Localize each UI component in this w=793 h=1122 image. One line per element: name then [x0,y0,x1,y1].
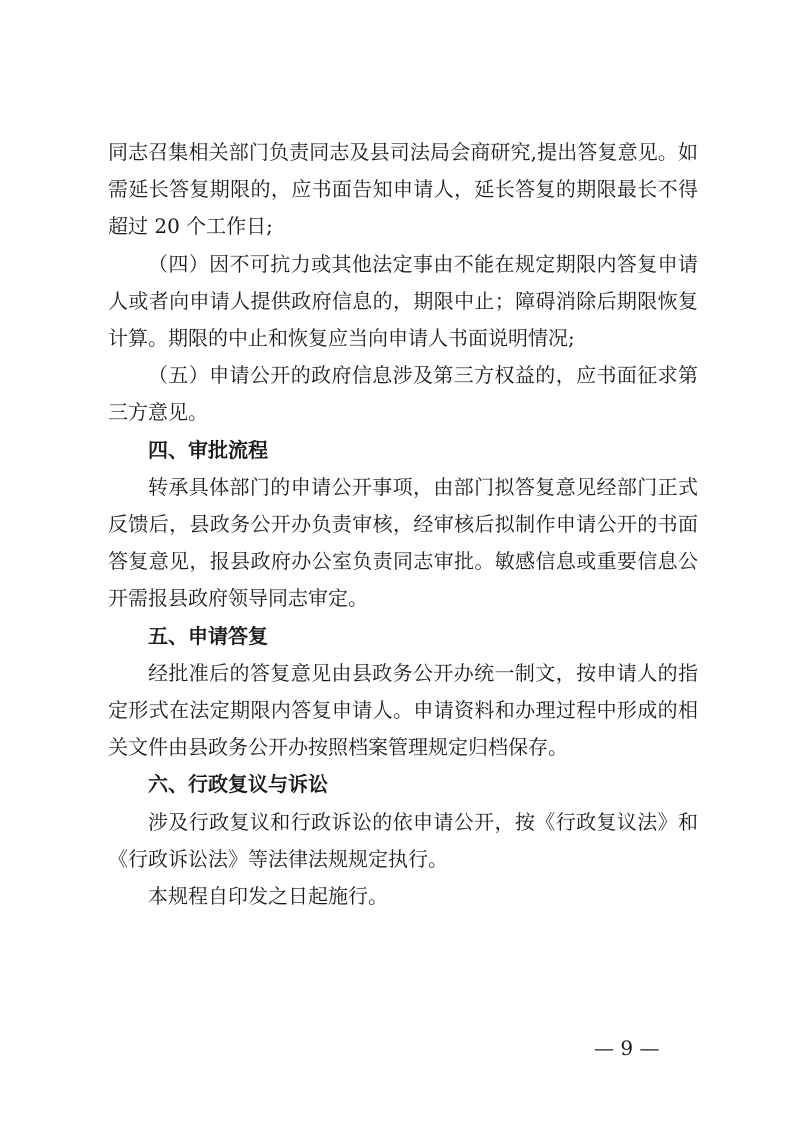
paragraph-extension-notice: 同志召集相关部门负责同志及县司法局会商研究,提出答复意见。如需延长答复期限的，应书面告知申请人，延长答复的期限最长不得超过 20 个工作日; [108,140,698,239]
section-heading-approval-process: 四、审批流程 [148,437,268,462]
paragraph-reconsideration-litigation: 涉及行政复议和行政诉讼的依申请公开，按《行政复议法》和《行政诉讼法》等法律法规规定执行。 [108,809,698,871]
paragraph-item-five: （五）申请公开的政府信息涉及第三方权益的，应书面征求第三方意见。 [108,363,698,425]
section-heading-application-reply: 五、申请答复 [148,623,268,648]
paragraph-effective-date: 本规程自印发之日起施行。 [148,884,388,909]
document-body [108,134,698,915]
paragraph-approval-process: 转承具体部门的申请公开事项，由部门拟答复意见经部门正式反馈后，县政务公开办负责审核，经审核后拟制作申请公开的书面答复意见，报县政府办公室负责同志审批。敏感信息或重要信息公开需报县政府领导同志审定。 [108,474,698,611]
section-heading-reconsideration-litigation: 六、行政复议与诉讼 [148,772,328,797]
paragraph-application-reply: 经批准后的答复意见由县政务公开办统一制文，按申请人的指定形式在法定期限内答复申请人。申请资料和办理过程中形成的相关文件由县政务公开办按照档案管理规定归档保存。 [108,660,698,760]
paragraph-item-four: （四）因不可抗力或其他法定事由不能在规定期限内答复申请人或者向申请人提供政府信息的，期限中止；障碍消除后期限恢复计算。期限的中止和恢复应当向申请人书面说明情况; [108,251,698,351]
page-number: — 9 — [594,1036,660,1060]
